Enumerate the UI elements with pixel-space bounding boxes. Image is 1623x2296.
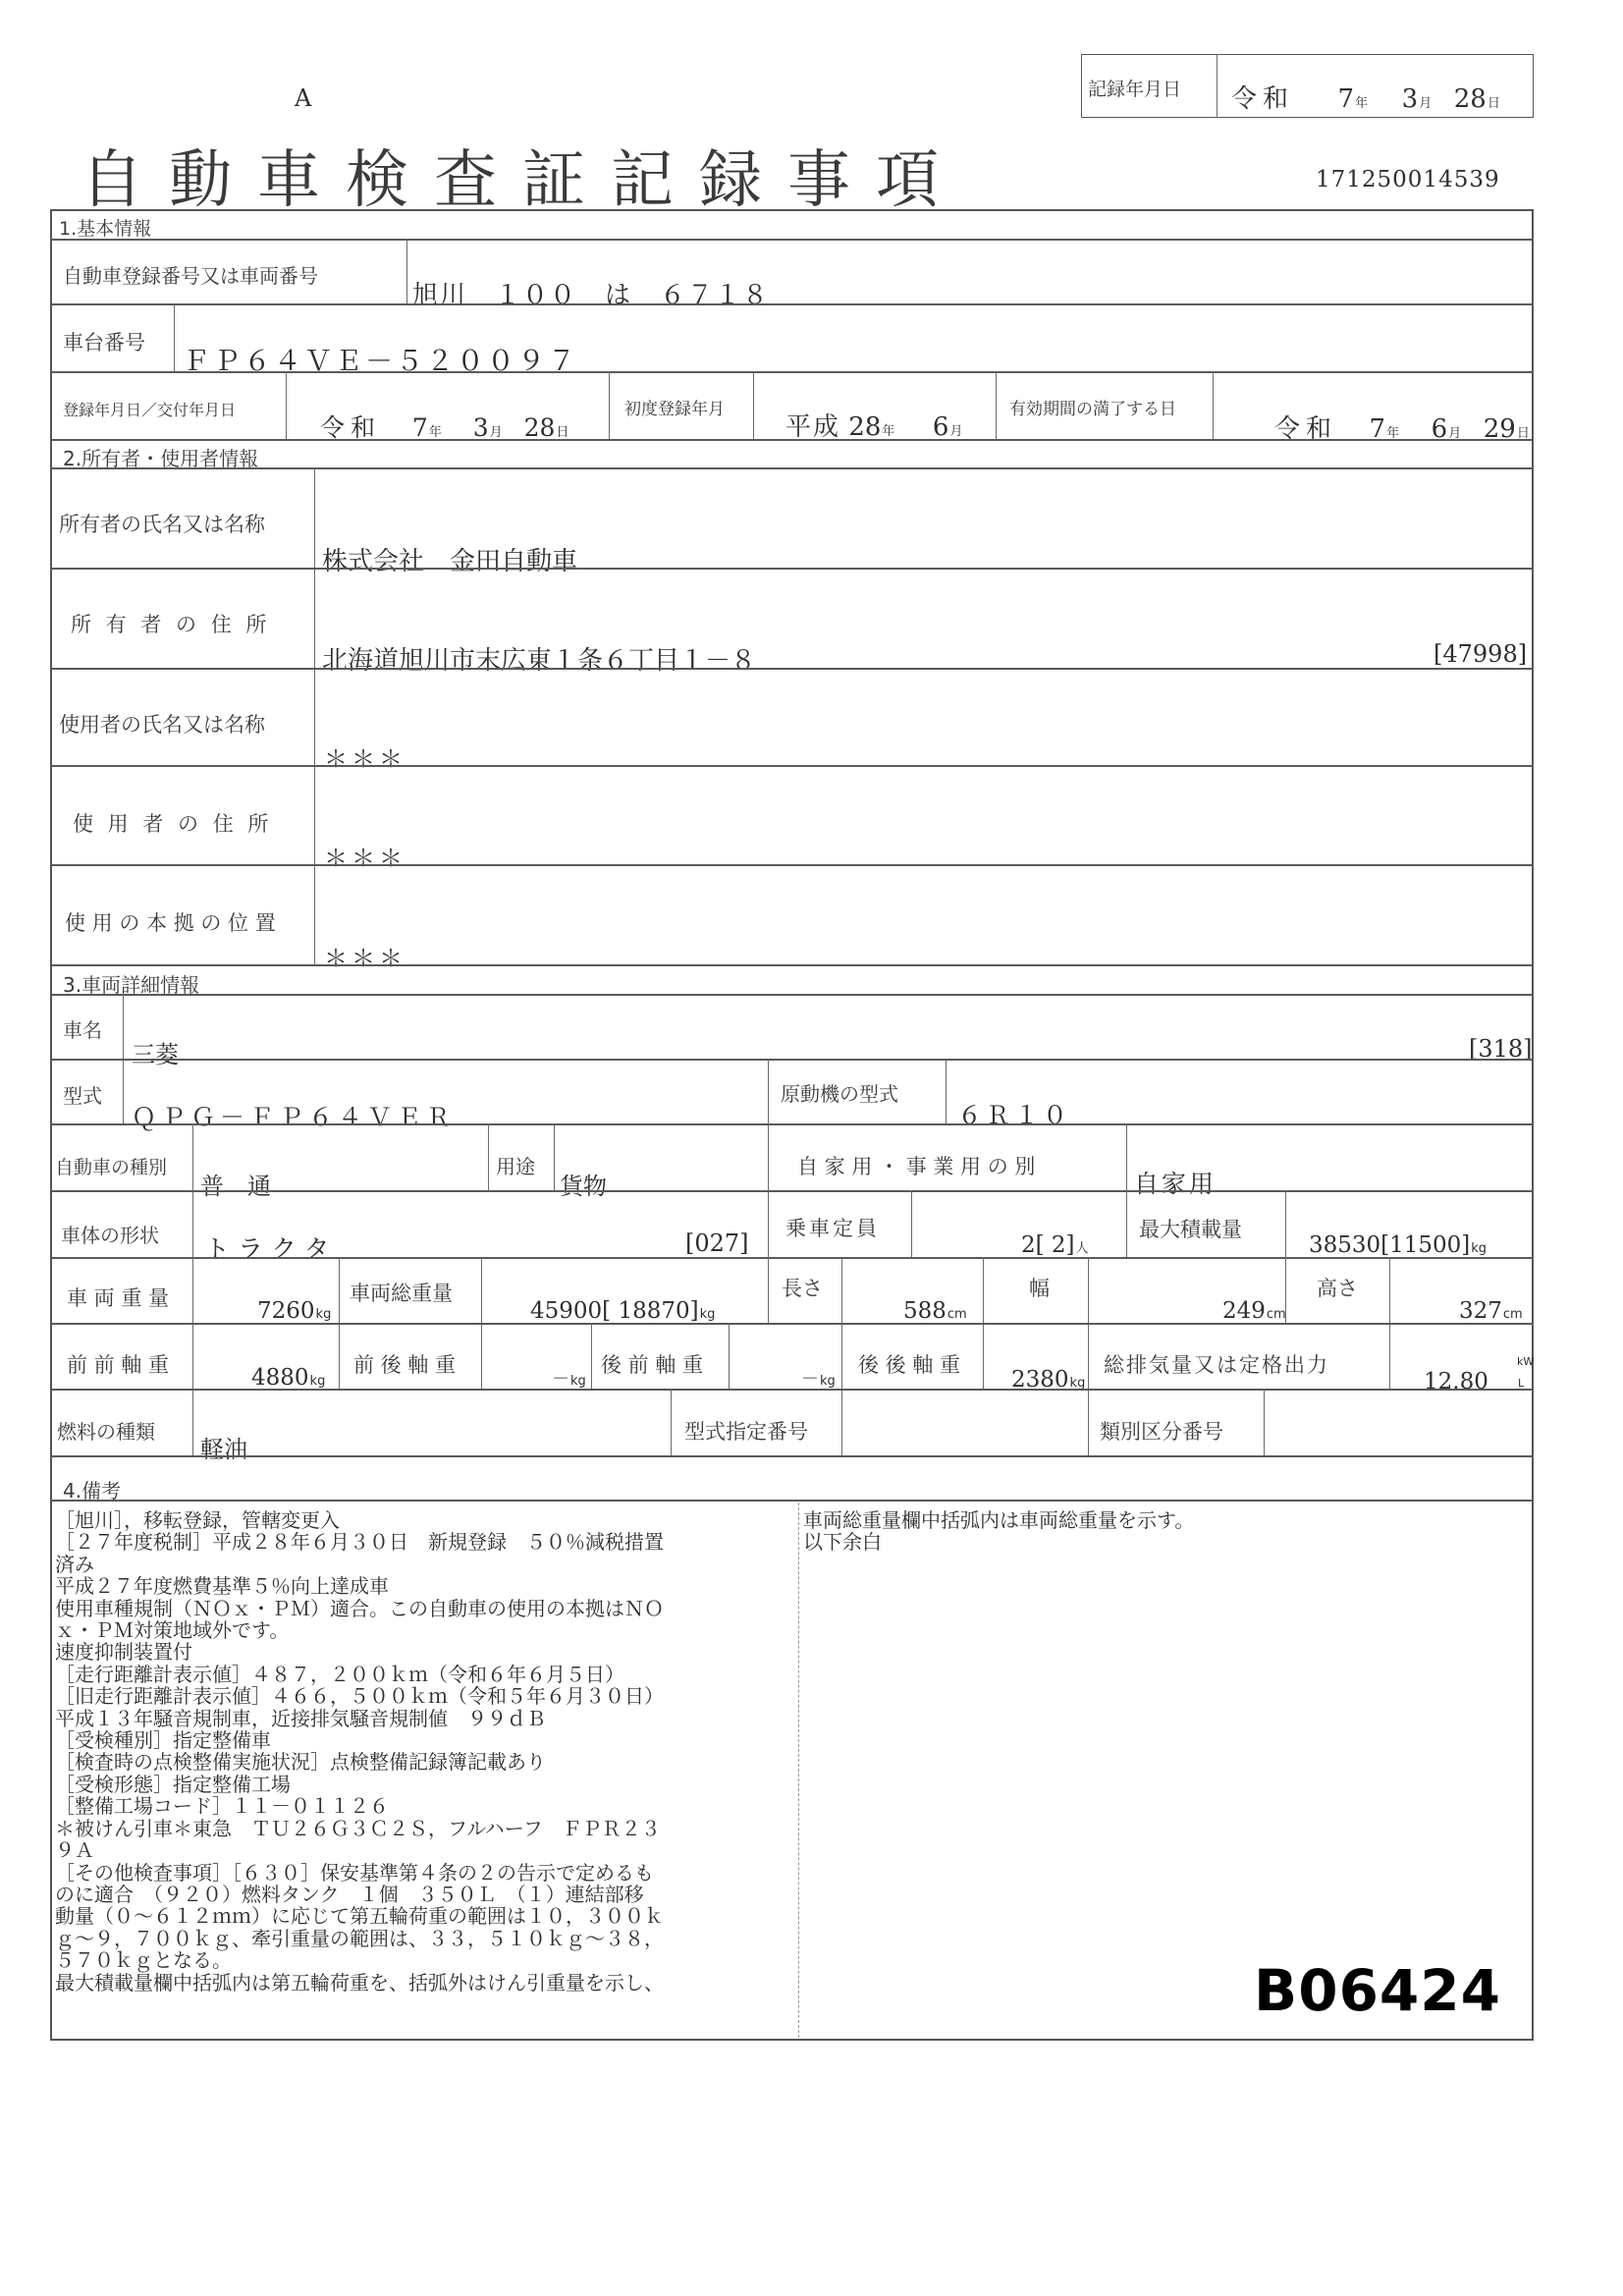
reg-date-month: 3 (472, 413, 489, 442)
user-address-label: 使 用 者 の 住 所 (73, 812, 273, 836)
divider (50, 303, 1534, 305)
divider (50, 1455, 1534, 1457)
max-load-number: 38530[11500] (1309, 1232, 1471, 1258)
remarks-left-line: 速度抑制装置付 (55, 1640, 192, 1665)
divider (50, 994, 1534, 996)
remarks-left-line: ［受検種別］指定整備車 (55, 1728, 271, 1753)
record-date-label: 記録年月日 (1088, 79, 1182, 100)
divider (50, 668, 1534, 670)
max-load-value: 38530[11500]kg (1309, 1232, 1488, 1258)
base-location-value: ＊＊＊ (324, 945, 406, 972)
reg-date-label: 登録年月日／交付年月日 (63, 401, 237, 419)
remarks-left-line: ９Ａ (55, 1838, 94, 1863)
remarks-left-line: ｘ・ＰＭ対策地域外です。 (55, 1618, 290, 1643)
remarks-left-line: ［受検形態］指定整備工場 (55, 1772, 291, 1796)
section3-title: 3.車両詳細情報 (63, 973, 200, 997)
fr-axle-value: －kg (552, 1369, 586, 1390)
model-label: 型式 (63, 1084, 102, 1108)
divider (50, 1500, 1534, 1502)
expiry-label: 有効期間の満了する日 (1009, 400, 1176, 419)
capacity-value: 2[ 2]人 (1021, 1232, 1089, 1258)
fr-axle-label: 前 後 軸 重 (353, 1353, 457, 1377)
section2-title: 2.所有者・使用者情報 (63, 447, 259, 470)
displacement-value (1424, 1369, 1488, 1394)
expiry-era: 令和 (1274, 414, 1338, 444)
divider (1126, 1190, 1127, 1257)
remarks-left-line: ［整備工場コード］１１－０１１２６ (55, 1794, 389, 1819)
divider (286, 371, 287, 439)
remarks-right-line: 以下余白 (803, 1530, 882, 1555)
reg-date-day: 28 (523, 413, 556, 442)
private-business-value: 自家用 (1134, 1170, 1217, 1198)
divider (729, 1323, 730, 1389)
remarks-left-line: 平成２７年度燃費基準５％向上達成車 (55, 1574, 389, 1599)
first-reg-value: 平成 28年 6月 (785, 412, 963, 442)
expiry-day: 29 (1483, 414, 1516, 444)
remarks-left (55, 1509, 793, 1994)
displacement-unit-kw: kW (1517, 1355, 1535, 1368)
type-designation-label: 型式指定番号 (684, 1420, 808, 1444)
document-stamp-code: B06424 (1254, 1957, 1501, 2024)
reg-no-value: 旭川 １００ は ６７１８ (412, 281, 771, 310)
section1-title: 1.基本情報 (59, 218, 152, 240)
reg-date-value: 令和 7年 3月 28日 (320, 413, 569, 442)
first-reg-month: 6 (932, 412, 949, 442)
divider (50, 1323, 1534, 1325)
vehicle-type-value: 普 通 (200, 1173, 271, 1200)
remarks-column-divider (798, 1503, 799, 2038)
private-business-label: 自 家 用 ・ 事 業 用 の 別 (797, 1155, 1036, 1178)
rr-axle-label: 後 後 軸 重 (858, 1353, 961, 1377)
vehicle-weight-value: 7260kg (257, 1298, 332, 1324)
divider (50, 765, 1534, 767)
reg-date-year: 7 (411, 413, 428, 442)
divider (591, 1323, 592, 1389)
owner-address-code: [47998] (1434, 640, 1528, 668)
divider (174, 303, 175, 371)
length-number: 588 (903, 1298, 947, 1324)
capacity-number: 2[ 2] (1021, 1232, 1075, 1258)
divider (554, 1123, 555, 1190)
remarks-left-line: のに適合 （９２０）燃料タンク １個 ３５０Ｌ （１）連結部移 (55, 1882, 644, 1906)
chassis-label: 車台番号 (63, 331, 145, 355)
divider (406, 239, 407, 303)
divider (50, 1389, 1534, 1391)
user-name-value: ＊＊＊ (324, 745, 406, 773)
divider (946, 1059, 947, 1123)
fuel-label: 燃料の種類 (57, 1420, 155, 1444)
displacement-number: 12.80 (1424, 1369, 1488, 1394)
expiry-month: 6 (1431, 414, 1448, 444)
first-reg-year: 28 (848, 412, 882, 442)
remarks-left-line: 平成１３年騒音規制車，近接排気騒音規制値 ９９ｄＢ (55, 1706, 546, 1730)
divider (1264, 1389, 1265, 1455)
capacity-label: 乗車定員 (785, 1217, 880, 1240)
category-label: 類別区分番号 (1100, 1420, 1223, 1444)
body-shape-label: 車体の形状 (61, 1224, 159, 1247)
divider (488, 1123, 489, 1190)
user-address-value: ＊＊＊ (324, 845, 406, 872)
divider (1213, 371, 1214, 439)
remarks-right (803, 1509, 1520, 1554)
document-title: 自動車検査証記録事項 (81, 144, 964, 217)
divider (50, 568, 1534, 570)
chassis-no-value: ＦＰ６４ＶＥ－５２００９７ (183, 345, 579, 377)
owner-name-value: 株式会社 金田自動車 (322, 547, 578, 576)
ff-axle-number: 4880 (251, 1365, 309, 1391)
remarks-left-line: ［２７年度税制］平成２８年６月３０日 新規登録 ５０％減税措置 (55, 1530, 664, 1555)
reg-no-label: 自動車登録番号又は車両番号 (63, 264, 318, 288)
remarks-left-line: ［旭川］，移転登録，管轄変更入 (55, 1508, 340, 1532)
divider (841, 1257, 842, 1324)
remarks-left-line: ［走行距離計表示値］４８７，２００ｋｍ（令和６年６月５日） (55, 1662, 624, 1686)
record-date-year: 7 (1337, 84, 1355, 114)
divider (1126, 1123, 1127, 1190)
serial-number: 171250014539 (1316, 167, 1500, 192)
rr-axle-value: 2380kg (1011, 1367, 1086, 1393)
divider (314, 467, 315, 964)
remarks-left-line: ＊被けん引車＊東急 ＴＵ２６Ｇ３Ｃ２Ｓ，フルハーフ ＦＰＲ２３ (55, 1816, 661, 1840)
remarks-left-line: ［旧走行距離計表示値］４６６，５００ｋｍ（令和５年６月３０日） (55, 1684, 664, 1709)
expiry-year: 7 (1369, 414, 1386, 444)
base-location-label: 使 用 の 本 拠 の 位 置 (65, 911, 276, 935)
car-name-label: 車名 (63, 1018, 102, 1042)
ff-axle-label: 前 前 軸 重 (67, 1353, 170, 1377)
owner-address-value: 北海道旭川市末広東１条６丁目１－８ (322, 646, 757, 676)
fuel-value: 軽油 (200, 1436, 247, 1463)
engine-model-value: ６Ｒ１０ (957, 1101, 1072, 1129)
height-number: 327 (1459, 1298, 1502, 1324)
rf-axle-number: － (801, 1369, 819, 1390)
reg-date-era: 令和 (320, 413, 382, 442)
gross-weight-label: 車両総重量 (350, 1282, 453, 1305)
purpose-value: 貨物 (560, 1173, 607, 1200)
divider (50, 239, 1534, 241)
body-shape-code: [027] (685, 1230, 749, 1257)
divider (609, 371, 610, 439)
displacement-unit-l: L (1518, 1377, 1525, 1390)
divider (1285, 1257, 1286, 1324)
model-value: ＱＰＧ－ＦＰ６４ＶＥＲ (132, 1103, 457, 1131)
body-shape-value: トラクタ (204, 1235, 338, 1265)
divider (671, 1389, 672, 1455)
document-mark: A (295, 84, 312, 112)
remarks-left-line: 最大積載量欄中括弧内は第五輪荷重を、括弧外はけん引重量を示し、 (55, 1970, 664, 1995)
length-value: 588cm (903, 1298, 967, 1324)
rf-axle-value: －kg (801, 1369, 836, 1390)
gross-weight-number: 45900[ 18870] (530, 1298, 699, 1324)
rf-axle-label: 後 前 軸 重 (601, 1353, 704, 1377)
rr-axle-number: 2380 (1011, 1367, 1069, 1393)
engine-model-label: 原動機の型式 (781, 1082, 898, 1106)
remarks-left-line: ５７０ｋｇとなる。 (55, 1948, 232, 1973)
width-value: 249cm (1222, 1298, 1286, 1324)
record-date-day: 28 (1453, 84, 1487, 114)
divider (996, 371, 997, 439)
record-date-era: 令和 (1231, 84, 1295, 114)
divider (50, 1123, 1534, 1125)
purpose-label: 用途 (496, 1155, 535, 1178)
first-reg-era: 平成 (785, 412, 841, 442)
divider (1088, 1257, 1089, 1455)
vehicle-type-label: 自動車の種別 (55, 1157, 168, 1178)
car-name-value: 三菱 (132, 1041, 179, 1068)
gross-weight-value: 45900[ 18870]kg (530, 1298, 716, 1324)
divider (50, 467, 1534, 469)
vehicle-weight-number: 7260 (257, 1298, 315, 1324)
width-number: 249 (1222, 1298, 1266, 1324)
remarks-left-line: 済み (55, 1552, 94, 1576)
divider (50, 964, 1534, 966)
divider (50, 1257, 1534, 1259)
divider (753, 371, 754, 439)
record-date-month: 3 (1401, 84, 1419, 114)
owner-address-label: 所 有 者 の 住 所 (71, 613, 271, 636)
divider (50, 864, 1534, 866)
divider (50, 371, 1534, 373)
remarks-left-line: ｇ～９，７００ｋｇ、牽引重量の範囲は、３３，５１０ｋｇ～３８， (55, 1926, 664, 1950)
height-label: 高さ (1317, 1277, 1358, 1300)
fr-axle-number: － (552, 1369, 569, 1390)
divider (50, 1190, 1534, 1192)
divider (1285, 1190, 1286, 1257)
section4-title: 4.備考 (63, 1479, 122, 1503)
remarks-left-line: ［検査時の点検整備実施状況］点検整備記録簿記載あり (55, 1750, 546, 1775)
divider (768, 1257, 769, 1324)
height-value: 327cm (1459, 1298, 1523, 1324)
owner-name-label: 所有者の氏名又は名称 (59, 513, 265, 536)
divider (50, 439, 1534, 441)
record-date-value: 令和 7年 3月 28日 (1231, 84, 1500, 114)
divider (192, 1123, 193, 1455)
expiry-value: 令和 7年 6月 29日 (1274, 414, 1530, 444)
divider (768, 1059, 769, 1123)
remarks-right-line: 車両総重量欄中括弧内は車両総重量を示す。 (803, 1508, 1195, 1532)
remarks-left-line: 使用車種規制（ＮＯｘ・ＰＭ）適合。この自動車の使用の本拠はＮＯ (55, 1596, 664, 1620)
displacement-label: 総排気量又は定格出力 (1104, 1353, 1329, 1377)
max-load-label: 最大積載量 (1139, 1218, 1242, 1241)
remarks-left-line: 動量（０～６１２ｍｍ）に応じて第五輪荷重の範囲は１０，３００ｋ (55, 1904, 664, 1929)
length-label: 長さ (782, 1277, 823, 1300)
vehicle-weight-label: 車 両 重 量 (67, 1286, 170, 1310)
width-label: 幅 (1029, 1277, 1050, 1300)
first-reg-label: 初度登録年月 (624, 400, 725, 419)
divider (911, 1190, 912, 1257)
divider (50, 1059, 1534, 1061)
user-name-label: 使用者の氏名又は名称 (59, 713, 265, 737)
car-name-code: [318] (1469, 1035, 1533, 1063)
remarks-left-line: ［その他検査事項］［６３０］保安基準第４条の２の告示で定めるも (55, 1860, 654, 1885)
ff-axle-value: 4880kg (251, 1365, 326, 1391)
